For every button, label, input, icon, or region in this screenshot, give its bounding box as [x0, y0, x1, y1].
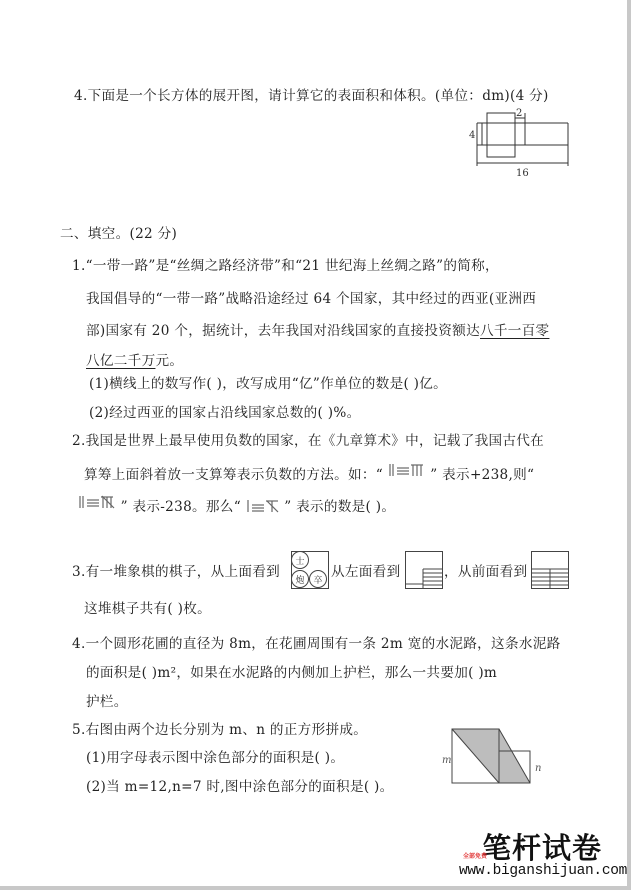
q2-line2-text-post: ” 表示+238,则“ — [430, 467, 535, 483]
chess-left-view-figure — [405, 551, 443, 589]
q5-line1: 5.右图由两个边长分别为 m、n 的正方形拼成。 — [72, 722, 368, 738]
cuboid-net-figure — [462, 106, 572, 180]
q1-line3 — [86, 322, 549, 340]
q1-sub1: (1)横线上的数写作( )，改写成用“亿”作单位的数是( )亿。 — [89, 376, 448, 392]
question-4-net-text: 4.下面是一个长方体的展开图，请计算它的表面积和体积。(单位：dm)(4 分) — [74, 88, 549, 104]
label-n: n — [535, 763, 542, 774]
q1-line3-text: 部)国家有 20 个，据统计，去年我国对沿线国家的直接投资额达 — [86, 323, 480, 339]
q4-line1: 4.一个圆形花圃的直径为 8m，在花圃周围有一条 2m 宽的水泥路，这条水泥路 — [72, 636, 561, 652]
net-label-4: 4 — [469, 130, 476, 141]
q2-line1: 2.我国是世界上最早使用负数的国家，在《九章算术》中，记载了我国古代在 — [72, 433, 545, 449]
net-label-2: 2 — [516, 108, 523, 119]
q4-line3: 护栏。 — [86, 694, 128, 710]
q1-sub2: (2)经过西亚的国家占沿线国家总数的( )%。 — [89, 405, 361, 421]
q2-line3-text: ” 表示-238。那么“ — [120, 499, 241, 515]
chess-top-view-figure — [291, 551, 329, 589]
q2-line2 — [84, 466, 534, 484]
q3-line1-mid1: 从左面看到 — [331, 564, 401, 580]
piece-pao: 炮 — [295, 576, 305, 586]
two-squares-shaded-figure — [440, 725, 550, 787]
label-m: m — [442, 755, 452, 766]
chess-front-view-figure — [531, 551, 569, 589]
q5-sub2: (2)当 m=12,n=7 时,图中涂色部分的面积是( )。 — [86, 779, 394, 795]
counting-rods-positive-238-icon — [388, 463, 426, 479]
q4-line2: 的面积是( )m²，如果在水泥路的内侧加上护栏，那么一共要加( )m — [86, 665, 498, 681]
q3-line1-mid2: ，从前面看到 — [444, 564, 528, 580]
counting-rods-negative-238-icon — [78, 495, 116, 511]
q1-line2: 我国倡导的“一带一路”战略沿途经过 64 个国家，其中经过的西亚(亚洲西 — [86, 291, 537, 307]
piece-zu: 卒 — [313, 576, 323, 586]
watermark-free-tag: 全部免费 — [463, 853, 488, 860]
q1-underlined-number-part1: 八千一百零 — [479, 323, 550, 339]
q1-line4 — [86, 352, 183, 370]
q3-line1-text: 3.有一堆象棋的棋子，从上面看到 — [72, 564, 281, 580]
q2-line3-text-post: ” 表示的数是( )。 — [284, 499, 396, 515]
piece-shi: 士 — [295, 557, 305, 567]
watermark-url: www.biganshijuan.com — [459, 863, 628, 879]
page-edge-right — [627, 0, 631, 890]
q1-underlined-number-part2: 八亿二千万 — [86, 353, 156, 369]
q5-sub1: (1)用字母表示图中涂色部分的面积是( )。 — [86, 750, 345, 766]
q1-line4-text: 元。 — [155, 353, 184, 369]
q1-line1: 1.“一带一路”是“丝绸之路经济带”和“21 世纪海上丝绸之路”的简称， — [72, 258, 499, 274]
q2-line2-text: 算筹上面斜着放一支算筹表示负数的方法。如：“ — [84, 467, 384, 483]
section-heading-fill-blank: 二、填空。(22 分) — [60, 226, 178, 242]
watermark-logo-title: 笔杆试卷 — [482, 831, 603, 865]
page-edge-bottom — [0, 886, 631, 890]
q3-line2: 这堆棋子共有( )枚。 — [84, 601, 211, 617]
net-label-16: 16 — [516, 168, 529, 179]
counting-rods-question-icon — [246, 498, 280, 514]
q2-line3 — [78, 498, 395, 516]
